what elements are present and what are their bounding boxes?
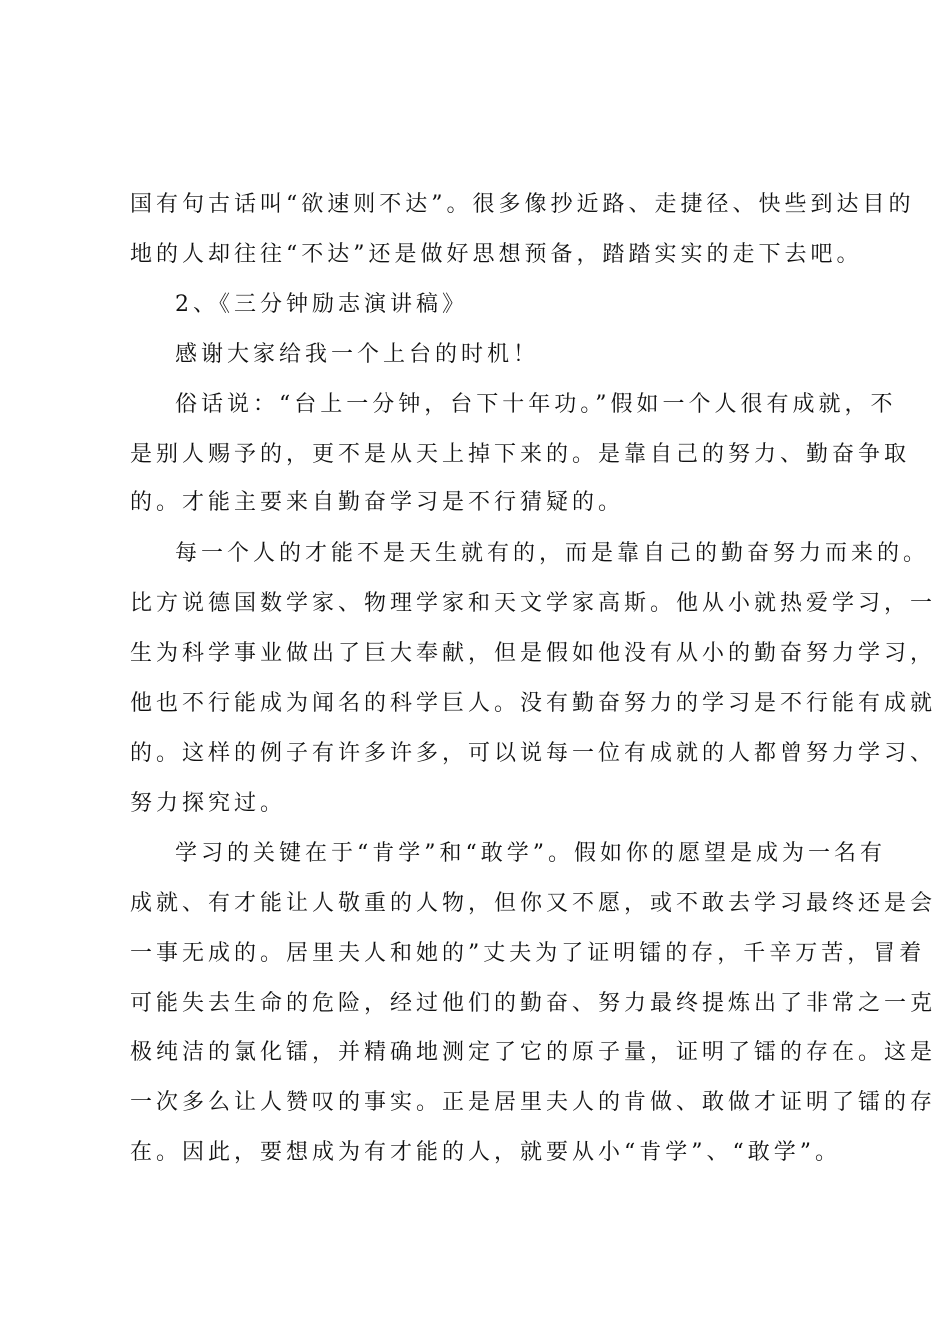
text-line: 极纯洁的氯化镭，并精确地测定了它的原子量，证明了镭的存在。这是	[130, 1040, 937, 1065]
text-line-2: 地的人却往往“不达”还是做好思想预备，踏踏实实的走下去吧。	[130, 242, 863, 267]
text-line: 努力探究过。	[130, 791, 287, 816]
text-line: 在。因此，要想成为有才能的人，就要从小“肯学”、“敢学”。	[130, 1140, 841, 1165]
text-line: 一事无成的。居里夫人和她的”丈夫为了证明镭的存，千辛万苦，冒着	[130, 941, 926, 966]
paragraph-start-2: 每一个人的才能不是天生就有的，而是靠自己的勤奋努力而来的。	[175, 541, 930, 566]
text-line-1: 国有句古话叫“欲速则不达”。很多像抄近路、走捷径、快些到达目的	[130, 192, 915, 217]
paragraph-start-3: 学习的关键在于“肯学”和“敢学”。假如你的愿望是成为一名有	[175, 841, 886, 866]
text-line: 的。才能主要来自勤奋学习是不行猜疑的。	[130, 490, 625, 515]
text-line: 可能失去生命的危险，经过他们的勤奋、努力最终提炼出了非常之一克	[130, 991, 937, 1016]
text-line: 成就、有才能让人敬重的人物，但你又不愿，或不敢去学习最终还是会	[130, 891, 937, 916]
text-line-greeting: 感谢大家给我一个上台的时机！	[175, 342, 540, 367]
text-line: 一次多么让人赞叹的事实。正是居里夫人的肯做、敢做才证明了镭的存	[130, 1090, 937, 1115]
text-line: 生为科学事业做出了巨大奉献，但是假如他没有从小的勤奋努力学习，	[130, 641, 937, 666]
paragraph-start-1: 俗话说：“台上一分钟，台下十年功。”假如一个人很有成就，不	[175, 392, 897, 417]
text-line: 他也不行能成为闻名的科学巨人。没有勤奋努力的学习是不行能有成就	[130, 691, 937, 716]
text-line: 的。这样的例子有许多许多，可以说每一位有成就的人都曾努力学习、	[130, 741, 937, 766]
text-line: 比方说德国数学家、物理学家和天文学家高斯。他从小就热爱学习，一	[130, 591, 937, 616]
text-line: 是别人赐予的，更不是从天上掉下来的。是靠自己的努力、勤奋争取	[130, 442, 911, 467]
section-heading: 2、《三分钟励志演讲稿》	[175, 292, 468, 317]
